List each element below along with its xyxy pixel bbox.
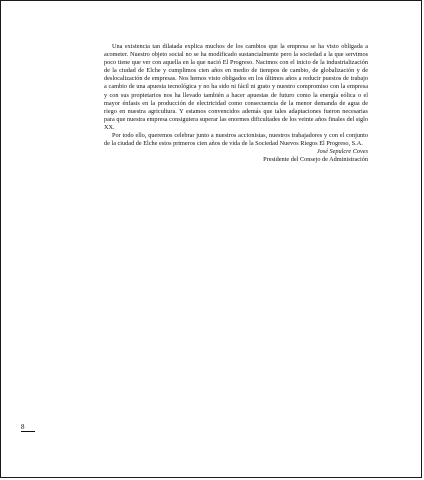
signatory-name: José Sepulcre Coves: [316, 148, 368, 156]
page-number-rule: [21, 431, 35, 432]
paragraph-2: Por todo ello, queremos celebrar junto a nuestros accionistas, nuestros trabajadores y con el conjunto de la ciudad de Elche estos primeros cien años de vida de la Sociedad Nuevos Riegos El Progreso, S.A.: [104, 132, 368, 148]
page-number: 8: [21, 423, 25, 431]
body-text: [104, 43, 368, 164]
paragraph-1: Una existencia tan dilatada explica muchos de los cambios que la empresa se ha visto obligada a acometer. Nuestro objeto social no se ha modificado sustancialmente pero la sociedad a la que servimos poco tiene que ver con aquella en la que nació El Progreso. Nacimos con el inicio de la industrialización de la ciudad de Elche y cumplimos cien años en medio de tiempos de cambio, de globalización y de deslocalización de empresas. Nos hemos visto obligados en los últimos años a reducir puestos de trabajo a cambio de una apuesta tecnológica y no ha sido ni fácil ni grato y nuestro compromiso con la empresa y con sus propietarios nos ha llevado también a hacer apuestas de futuro como la energía eólica o el mayor énfasis en la producción de electricidad como consecuencia de la menor demanda de agua de riego en nuestra agricultura. Y estamos convencidos además que tales adaptaciones fueron necesarias para que nuestra empresa consiguiera superar las enormes dificultades de los veinte años finales del siglo XX.: [104, 43, 368, 131]
signature-block: [104, 148, 368, 164]
signatory-title: Presidente del Consejo de Administración: [263, 156, 368, 164]
